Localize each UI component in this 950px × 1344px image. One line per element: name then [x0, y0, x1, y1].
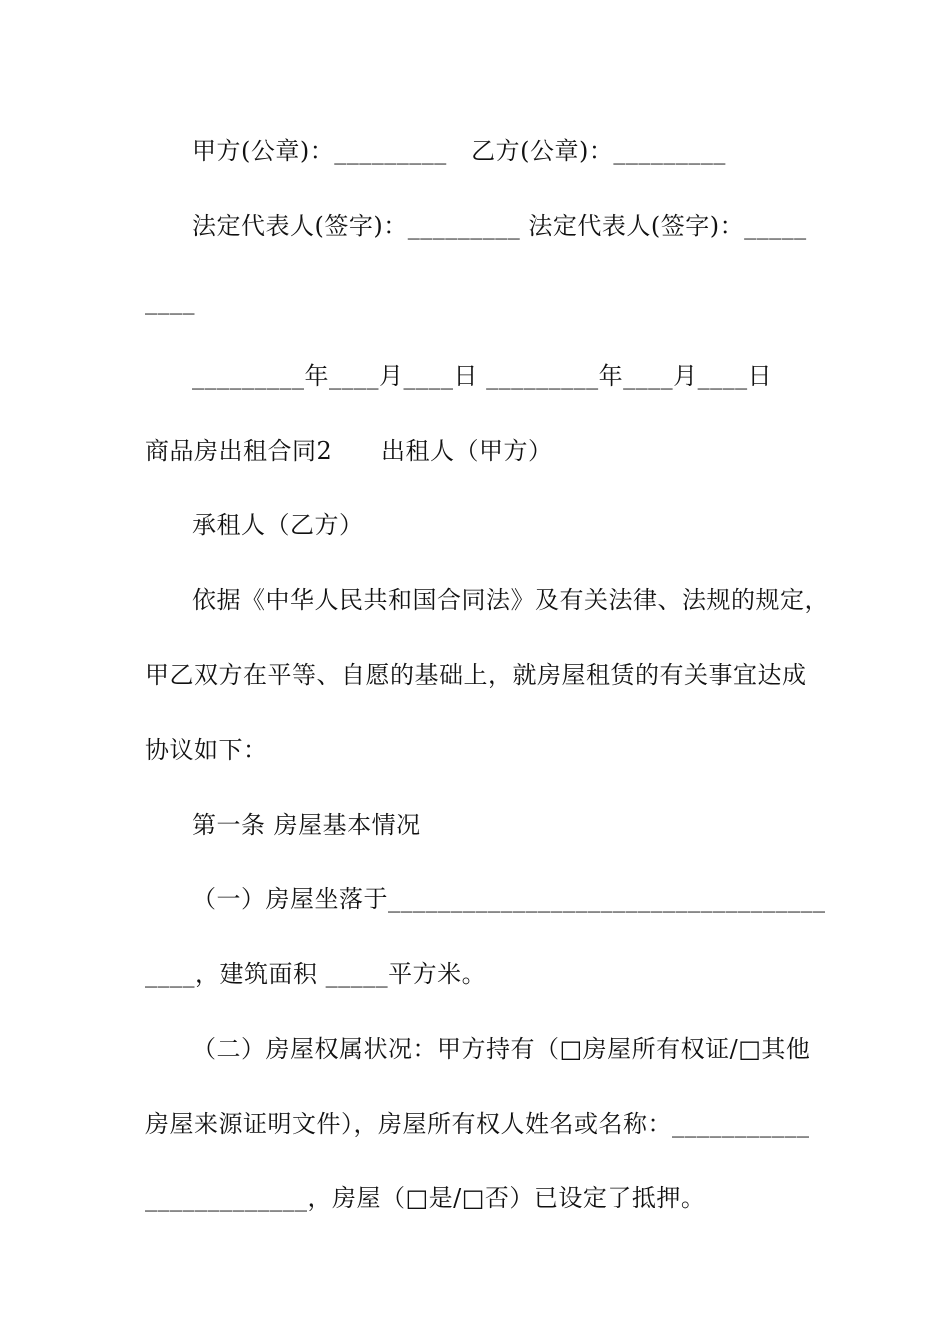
- preamble-line-3: 协议如下：: [145, 736, 268, 764]
- building-area-line: ____，建筑面积 _____平方米。: [145, 960, 487, 988]
- ownership-status-line-2: 房屋来源证明文件），房屋所有权人姓名或名称：___________: [145, 1110, 810, 1138]
- signature-line-continuation: ____: [145, 287, 195, 315]
- article-one-heading: 第一条 房屋基本情况: [192, 811, 421, 839]
- preamble-line-2: 甲乙双方在平等、自愿的基础上，就房屋租赁的有关事宜达成: [145, 661, 807, 689]
- legal-rep-signature-line: 法定代表人(签字)：_________ 法定代表人(签字)：_____: [192, 212, 807, 240]
- contract-title-lessor: 商品房出租合同2 出租人（甲方）: [145, 437, 553, 465]
- seal-line-party-a-b: 甲方(公章)：_________ 乙方(公章)：_________: [192, 137, 726, 165]
- lessee-line: 承租人（乙方）: [192, 511, 364, 539]
- ownership-status-line-1: （二）房屋权属状况：甲方持有（□房屋所有权证/□其他: [192, 1035, 811, 1063]
- house-location-line: （一）房屋坐落于___________________________________: [192, 885, 826, 913]
- date-line: _________年____月____日 _________年____月____日: [192, 362, 773, 390]
- preamble-line-1: 依据《中华人民共和国合同法》及有关法律、法规的规定，: [192, 586, 829, 614]
- mortgage-status-line: _____________，房屋（□是/□否）已设定了抵押。: [145, 1184, 706, 1212]
